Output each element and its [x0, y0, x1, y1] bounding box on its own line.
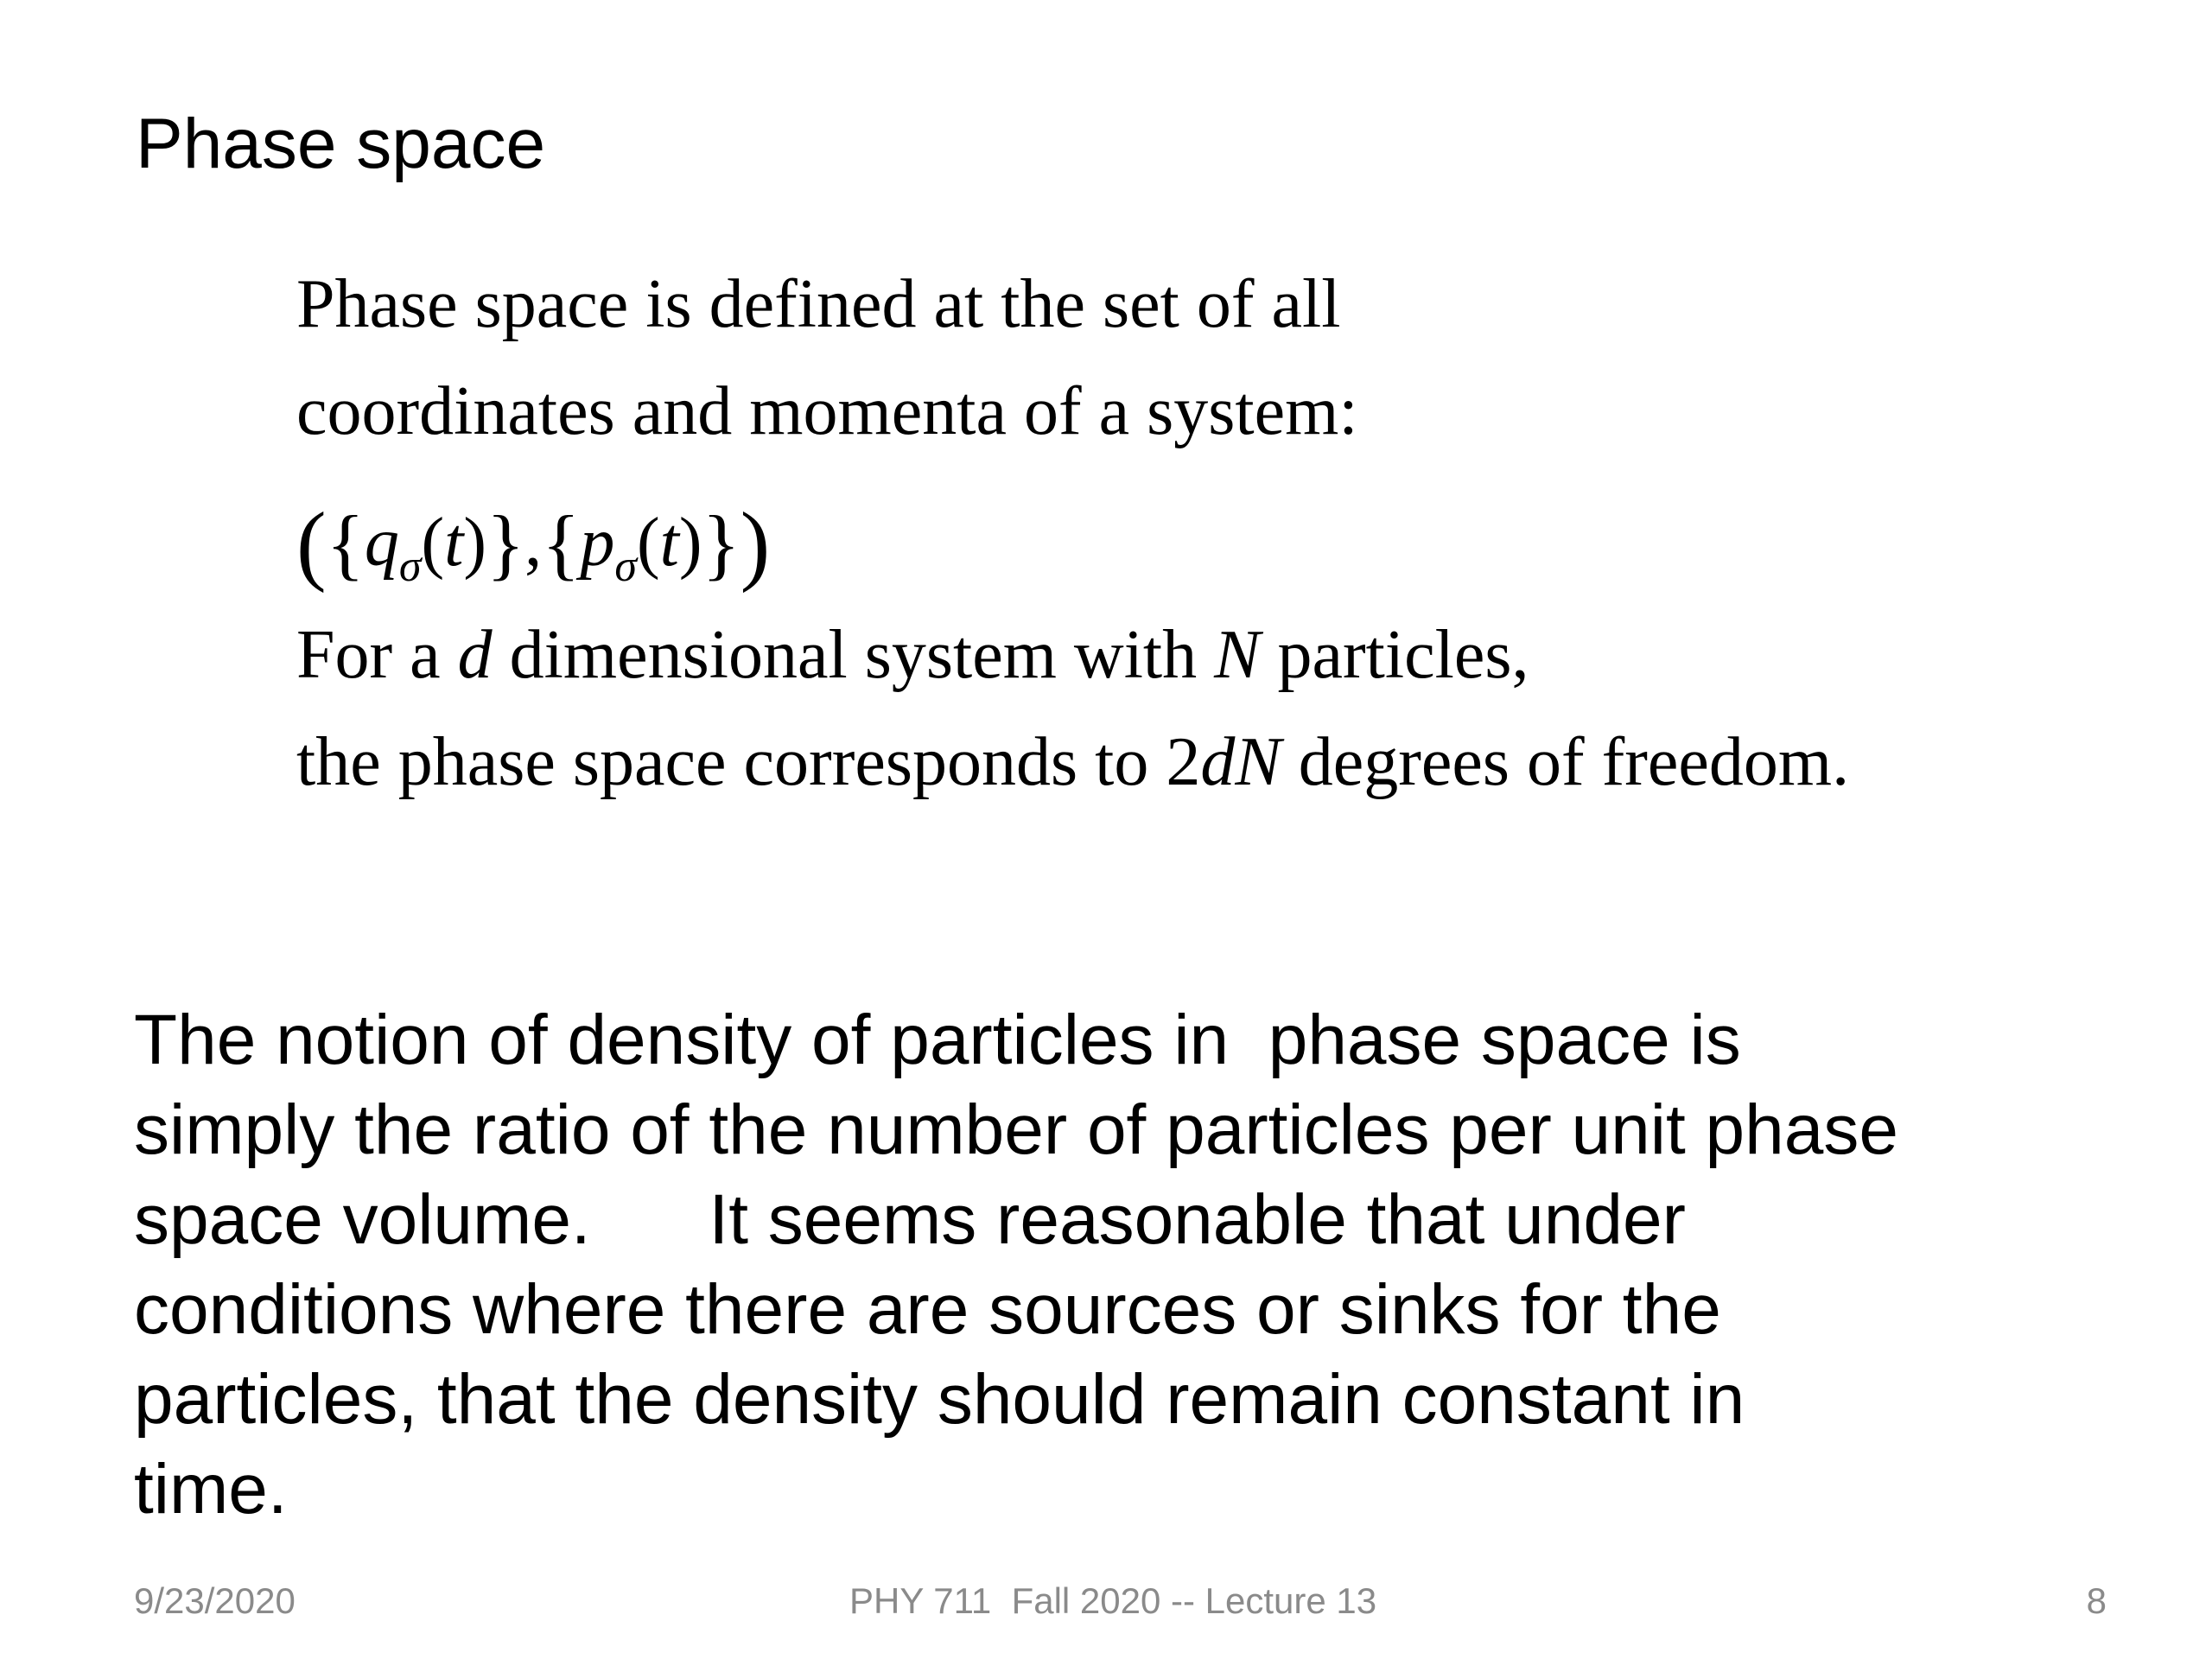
footer-course: PHY 711 Fall 2020 -- Lecture 13: [849, 1580, 1377, 1621]
paragraph-line-6: time.: [134, 1450, 288, 1529]
footer-page-number: 8: [2086, 1580, 2107, 1621]
formula-q-arg-open: (: [421, 505, 445, 581]
formula-open-brace-q: {: [326, 499, 365, 588]
formula-open-brace-p: {: [542, 499, 581, 588]
formula-close-brace-p: }: [702, 499, 741, 588]
line4-pre: For a: [296, 617, 458, 693]
line4-d: d: [457, 617, 493, 693]
slide-title: Phase space: [136, 105, 546, 183]
formula-close-brace-q: }: [486, 499, 525, 588]
density-paragraph: [134, 995, 2156, 1535]
line5-post: degrees of freedom.: [1281, 724, 1850, 800]
line5-dN: dN: [1200, 724, 1281, 800]
formula-close-paren: ): [740, 494, 771, 594]
line4-mid: dimensional system with: [492, 617, 1215, 693]
line5-two: 2: [1166, 724, 1201, 800]
definition-line-4: [296, 617, 1529, 693]
line4-N: N: [1214, 617, 1261, 693]
formula-comma: ,: [524, 505, 543, 581]
formula-p-subscript: σ: [614, 542, 637, 591]
formula-q-t: t: [444, 505, 464, 581]
paragraph-line-5: particles, that the density should remain constant in: [134, 1360, 1745, 1439]
formula-p-t: t: [659, 505, 679, 581]
formula-open-paren: (: [296, 494, 327, 594]
definition-line-2: coordinates and momenta of a system:: [296, 373, 1358, 449]
formula-p-arg-close: ): [678, 505, 702, 581]
formula-p-arg-open: (: [636, 505, 660, 581]
line4-post: particles,: [1260, 617, 1529, 693]
formula-q: q: [364, 505, 399, 581]
footer-date: 9/23/2020: [134, 1580, 296, 1621]
paragraph-line-4: conditions where there are sources or sinks for the: [134, 1270, 1721, 1349]
formula-q-arg-close: ): [463, 505, 486, 581]
paragraph-line-1: The notion of density of particles in phase space is: [134, 1001, 1741, 1079]
definition-line-1: Phase space is defined at the set of all: [296, 266, 1341, 342]
line5-pre: the phase space corresponds to: [296, 724, 1166, 800]
phase-space-formula: [296, 494, 771, 594]
paragraph-line-2: simply the ratio of the number of particles per unit phase: [134, 1090, 1898, 1169]
definition-line-5: [296, 724, 1850, 800]
paragraph-line-3: space volume. It seems reasonable that under: [134, 1180, 1686, 1259]
formula-p: p: [580, 505, 615, 581]
formula-q-subscript: σ: [398, 542, 422, 591]
